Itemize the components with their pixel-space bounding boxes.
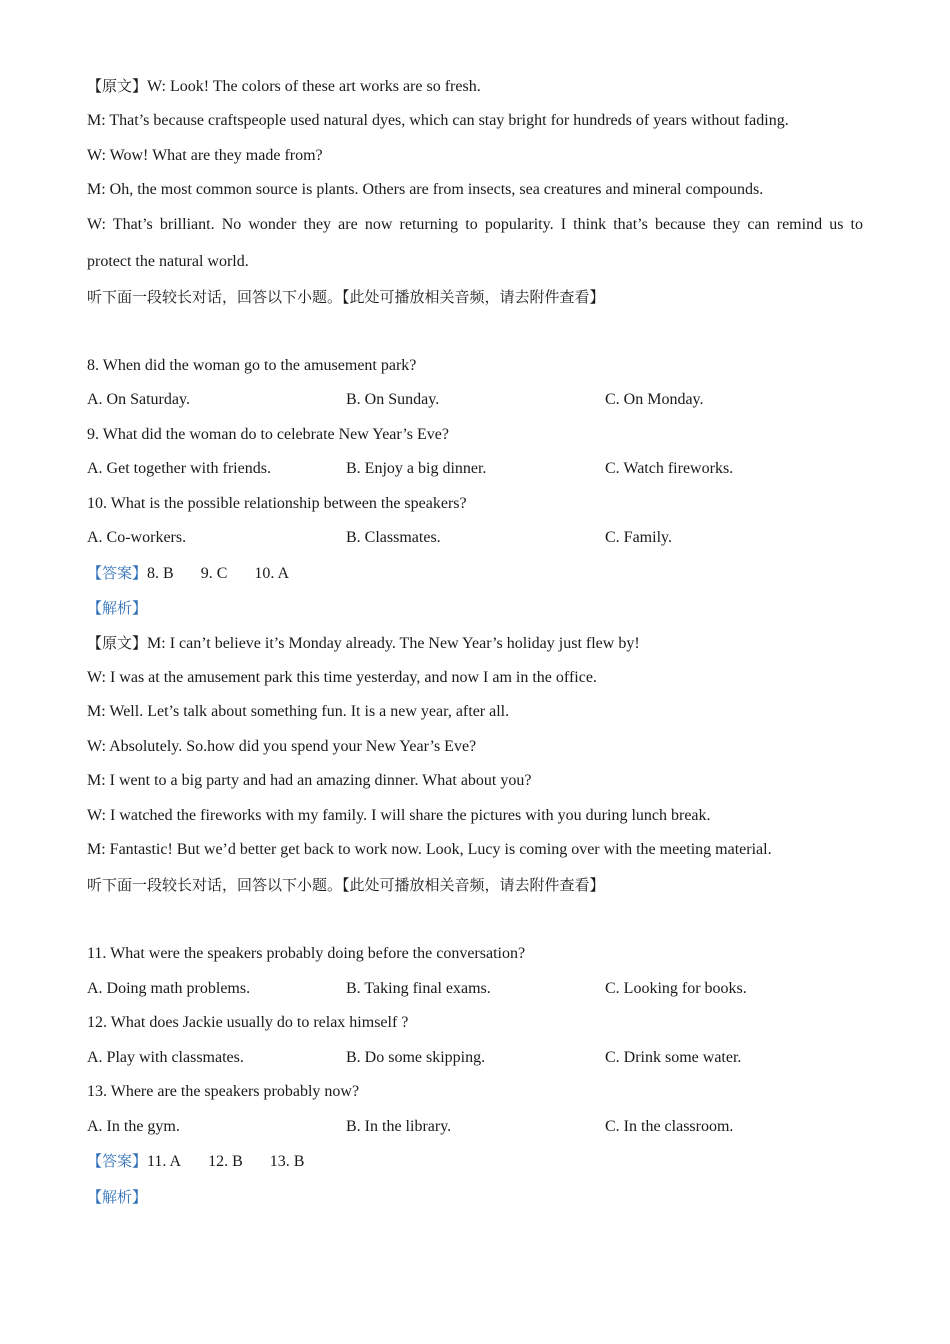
- answer: 8. B: [147, 565, 174, 582]
- transcript-line: W: I was at the amusement park this time yesterday, and now I am in the office.: [87, 669, 597, 686]
- option-b: B. Enjoy a big dinner.: [346, 460, 487, 477]
- option-b: B. Classmates.: [346, 529, 441, 546]
- option-c: C. Family.: [605, 529, 672, 546]
- option-a: A. Doing math problems.: [87, 980, 251, 997]
- script-tag: 【原文】: [87, 634, 148, 652]
- listening-instruction: 听下面一段较长对话，回答以下小题。【此处可播放相关音频，请去附件查看】: [87, 288, 605, 306]
- analysis-tag: 【解析】: [87, 1188, 148, 1206]
- option-b: B. On Sunday.: [346, 391, 440, 408]
- option-c: C. In the classroom.: [605, 1118, 734, 1135]
- transcript-line: W: I watched the fireworks with my family. I will share the pictures with you during lunch break.: [87, 807, 711, 824]
- transcript-line: W: That’s brilliant. No wonder they are now returning to popularity. I think that’s because they can remind us to: [87, 216, 863, 233]
- answer-tag: 【答案】: [87, 1152, 148, 1170]
- answer: 12. B: [208, 1153, 243, 1170]
- option-b: B. Do some skipping.: [346, 1049, 486, 1066]
- answer: 11. A: [147, 1153, 182, 1170]
- question-stem: 11. What were the speakers probably doing before the conversation?: [87, 945, 526, 962]
- option-a: A. In the gym.: [87, 1118, 180, 1135]
- script-tag: 【原文】: [87, 77, 148, 95]
- transcript-line: protect the natural world.: [87, 253, 249, 270]
- transcript-line: 【原文】W: Look! The colors of these art works are so fresh.: [87, 77, 481, 95]
- answer-line: [87, 563, 316, 584]
- option-a: A. Play with classmates.: [87, 1049, 244, 1066]
- option-a: A. On Saturday.: [87, 391, 190, 408]
- option-a: A. Co-workers.: [87, 529, 187, 546]
- analysis-tag: 【解析】: [87, 599, 148, 617]
- option-b: B. Taking final exams.: [346, 980, 491, 997]
- option-b: B. In the library.: [346, 1118, 452, 1135]
- answer: 9. C: [200, 565, 228, 582]
- transcript-line: W: Wow! What are they made from?: [87, 147, 323, 164]
- option-c: C. Watch fireworks.: [605, 460, 734, 477]
- transcript-line: M: Oh, the most common source is plants. Others are from insects, sea creatures and mineral compounds.: [87, 181, 764, 198]
- option-c: C. Looking for books.: [605, 980, 747, 997]
- question-stem: 12. What does Jackie usually do to relax himself ?: [87, 1014, 409, 1031]
- option-c: C. On Monday.: [605, 391, 704, 408]
- question-stem: 8. When did the woman go to the amusement park?: [87, 357, 417, 374]
- answer-tag: 【答案】: [87, 564, 148, 582]
- option-a: A. Get together with friends.: [87, 460, 271, 477]
- question-stem: 9. What did the woman do to celebrate New Year’s Eve?: [87, 426, 449, 443]
- question-stem: 10. What is the possible relationship between the speakers?: [87, 495, 467, 512]
- transcript-line: M: Fantastic! But we’d better get back to work now. Look, Lucy is coming over with the meeting material.: [87, 841, 772, 858]
- transcript-line: 【原文】M: I can’t believe it’s Monday already. The New Year’s holiday just flew by!: [87, 634, 640, 652]
- option-c: C. Drink some water.: [605, 1049, 742, 1066]
- transcript-line: M: I went to a big party and had an amazing dinner. What about you?: [87, 772, 532, 789]
- transcript-line: W: Absolutely. So.how did you spend your New Year’s Eve?: [87, 738, 477, 755]
- answer-line: [87, 1151, 331, 1172]
- transcript-line: M: Well. Let’s talk about something fun. It is a new year, after all.: [87, 703, 510, 720]
- answer: 13. B: [269, 1153, 305, 1170]
- question-stem: 13. Where are the speakers probably now?: [87, 1083, 360, 1100]
- answer: 10. A: [254, 565, 290, 582]
- listening-instruction: 听下面一段较长对话，回答以下小题。【此处可播放相关音频，请去附件查看】: [87, 876, 605, 894]
- transcript-line: M: That’s because craftspeople used natural dyes, which can stay bright for hundreds of years without fading.: [87, 112, 789, 129]
